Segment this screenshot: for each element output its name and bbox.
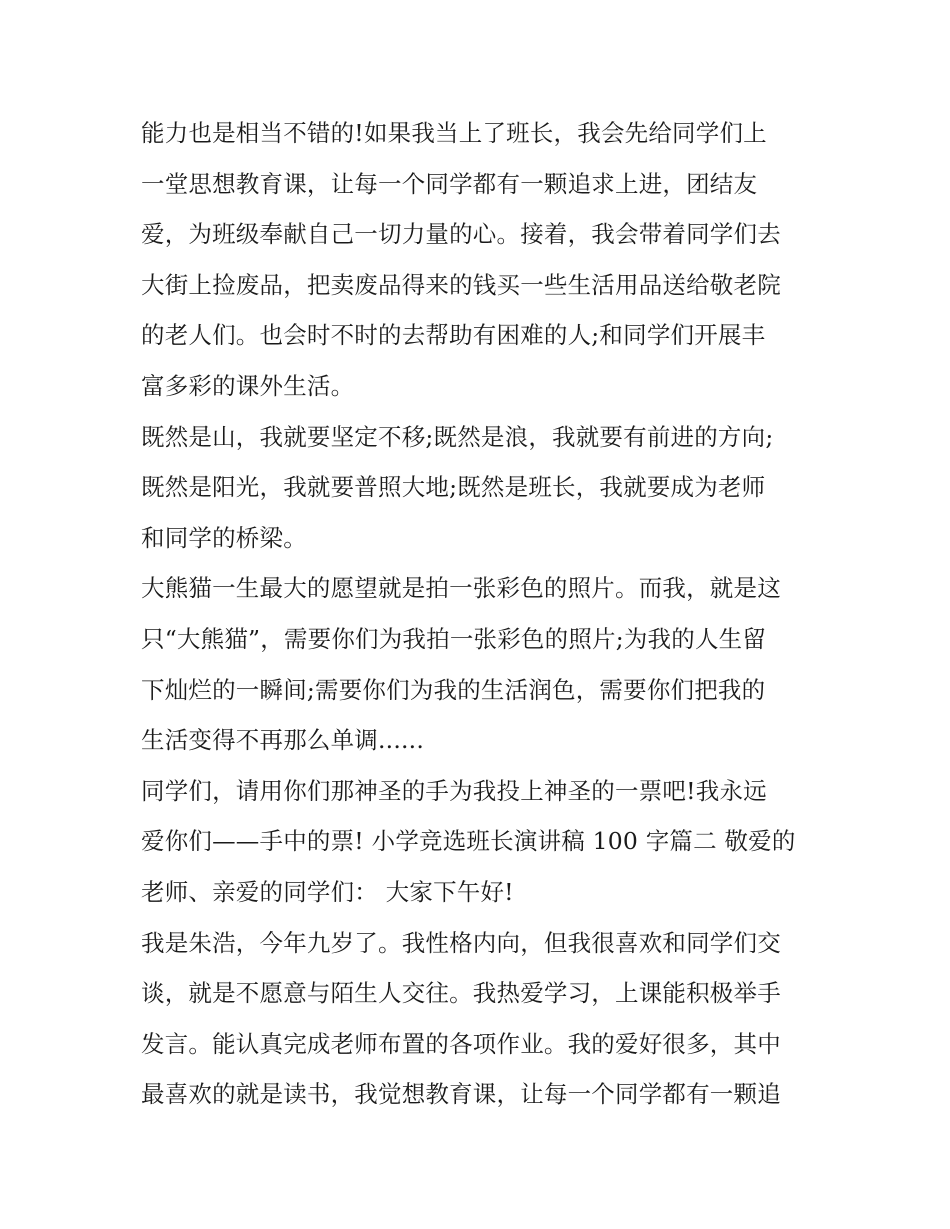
text-line: 大街上捡废品，把卖废品得来的钱买一些生活用品送给敬老院 bbox=[141, 270, 781, 299]
document-body bbox=[141, 108, 821, 1120]
text-line: 只“大熊猫”，需要你们为我拍一张彩色的照片;为我的人生留 bbox=[141, 624, 767, 653]
text-line: 同学们，请用你们那神圣的手为我投上神圣的一票吧!我永远 bbox=[141, 776, 767, 805]
text-line: 既然是山，我就要坚定不移;既然是浪，我就要有前进的方向; bbox=[141, 422, 774, 451]
text-line: 最喜欢的就是读书，我觉想教育课，让每一个同学都有一颗追 bbox=[141, 1080, 781, 1109]
text-line: 我是朱浩，今年九岁了。我性格内向，但我很喜欢和同学们交 bbox=[141, 928, 781, 957]
text-line: 爱，为班级奉献自己一切力量的心。接着，我会带着同学们去 bbox=[141, 220, 781, 249]
text-line: 谈，就是不愿意与陌生人交往。我热爱学习，上课能积极举手 bbox=[141, 979, 781, 1008]
text-line: 老师、亲爱的同学们： 大家下午好! bbox=[141, 877, 514, 906]
text-line: 发言。能认真完成老师布置的各项作业。我的爱好很多，其中 bbox=[141, 1029, 781, 1058]
text-line: 爱你们——手中的票! 小学竞选班长演讲稿 100 字篇二 敬爱的 bbox=[141, 827, 796, 856]
text-line: 大熊猫一生最大的愿望就是拍一张彩色的照片。而我，就是这 bbox=[141, 574, 781, 603]
text-line: 一堂思想教育课，让每一个同学都有一颗追求上进，团结友 bbox=[141, 169, 758, 198]
text-line: 下灿烂的一瞬间;需要你们为我的生活润色，需要你们把我的 bbox=[141, 675, 766, 704]
text-line: 既然是阳光，我就要普照大地;既然是班长，我就要成为老师 bbox=[141, 473, 766, 502]
text-line: 生活变得不再那么单调...... bbox=[141, 726, 425, 755]
text-line: 富多彩的课外生活。 bbox=[141, 371, 355, 400]
text-line: 能力也是相当不错的!如果我当上了班长，我会先给同学们上 bbox=[141, 119, 767, 147]
text-line: 和同学的桥梁。 bbox=[141, 523, 307, 552]
text-line: 的老人们。也会时不时的去帮助有困难的人;和同学们开展丰 bbox=[141, 321, 766, 350]
